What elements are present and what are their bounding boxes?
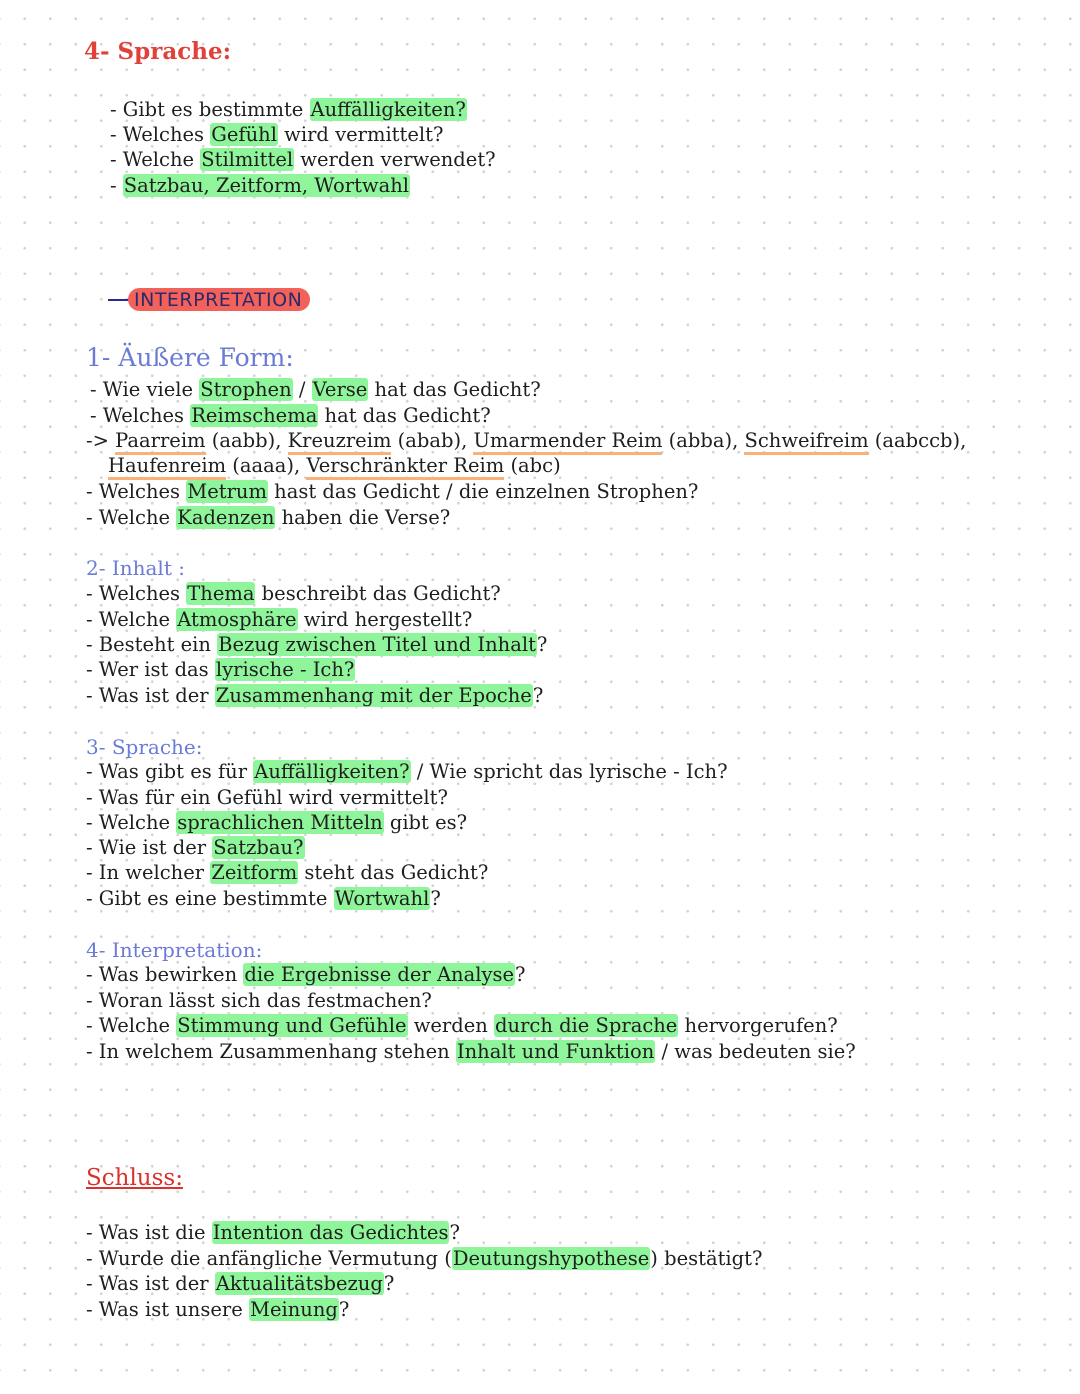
list-item: - Welches Reimschema hat das Gedicht? [90, 404, 491, 427]
underlined-term: Kreuzreim [288, 429, 392, 455]
highlight: Stimmung und Gefühle [177, 1014, 407, 1037]
highlight: Strophen [200, 378, 292, 401]
highlight: Reimschema [191, 404, 318, 427]
list-item: - Wer ist das lyrische - Ich? [86, 658, 355, 681]
list-item: - Wie viele Strophen / Verse hat das Gedicht? [90, 378, 541, 401]
highlight: Wortwahl [334, 887, 430, 910]
highlight: Bezug zwischen Titel und Inhalt [218, 633, 536, 656]
list-item: - Besteht ein Bezug zwischen Titel und Inhalt? [86, 633, 548, 656]
list-item: Haufenreim (aaaa), Verschränkter Reim (abc) [108, 453, 561, 478]
highlight: Auffälligkeiten? [254, 760, 410, 783]
underlined-term: Paarreim [115, 429, 205, 455]
highlight: Atmosphäre [177, 608, 297, 631]
section-heading-sprache: 3- Sprache: [86, 735, 203, 759]
highlight: Satzbau? [213, 836, 304, 859]
underlined-term: Haufenreim [108, 454, 226, 480]
highlight: Deutungshypothese [452, 1247, 650, 1270]
list-item: - Welches Thema beschreibt das Gedicht? [86, 582, 501, 605]
highlight: Gefühl [211, 123, 277, 146]
highlight: Thema [187, 582, 255, 605]
list-item: - Welche Stilmittel werden verwendet? [110, 148, 496, 171]
highlight: Intention das Gedichtes [212, 1221, 449, 1244]
list-item: - Welche Atmosphäre wird hergestellt? [86, 608, 473, 631]
highlight: Verse [312, 378, 368, 401]
list-item: - Welche Stimmung und Gefühle werden durch die Sprache hervorgerufen? [86, 1014, 838, 1037]
list-item: - Gibt es eine bestimmte Wortwahl? [86, 887, 441, 910]
highlight: Meinung [249, 1298, 338, 1321]
list-item: - In welcher Zeitform steht das Gedicht? [86, 861, 489, 884]
list-item: - Was bewirken die Ergebnisse der Analyse? [86, 963, 526, 986]
highlight: Kadenzen [177, 506, 275, 529]
highlight: lyrische - Ich? [215, 658, 355, 681]
list-item: - Wie ist der Satzbau? [86, 836, 304, 859]
highlight: die Ergebnisse der Analyse [244, 963, 515, 986]
list-item: - Welche sprachlichen Mitteln gibt es? [86, 811, 468, 834]
list-item: - Wurde die anfängliche Vermutung (Deutungshypothese) bestätigt? [86, 1247, 763, 1270]
list-item: - Welches Gefühl wird vermittelt? [110, 123, 444, 146]
list-item: - Was gibt es für Auffälligkeiten? / Wie spricht das lyrische - Ich? [86, 760, 728, 783]
interpretation-badge: INTERPRETATION [128, 288, 310, 311]
highlight: Zeitform [211, 861, 298, 884]
highlight: Stilmittel [201, 148, 294, 171]
underlined-term: Schweifreim [744, 429, 868, 455]
highlight: Metrum [187, 480, 267, 503]
highlight: Zusammenhang mit der Epoche [215, 684, 532, 707]
list-item: -> Paarreim (aabb), Kreuzreim (abab), Umarmender Reim (abba), Schweifreim (aabccb), [86, 428, 966, 453]
highlight: durch die Sprache [495, 1014, 678, 1037]
list-item: - Gibt es bestimmte Auffälligkeiten? [110, 98, 466, 121]
highlight: Aktualitätsbezug [215, 1272, 383, 1295]
highlight: sprachlichen Mitteln [177, 811, 383, 834]
list-item: - Was ist der Aktualitätsbezug? [86, 1272, 395, 1295]
list-item: - In welchem Zusammenhang stehen Inhalt und Funktion / was bedeuten sie? [86, 1040, 856, 1063]
section-heading-schluss: Schluss: [86, 1165, 183, 1191]
list-item: - Welches Metrum hast das Gedicht / die einzelnen Strophen? [86, 480, 699, 503]
list-item: - Was für ein Gefühl wird vermittelt? [86, 786, 448, 809]
section-heading-interpretation: 4- Interpretation: [86, 938, 263, 962]
list-item: - Welche Kadenzen haben die Verse? [86, 506, 451, 529]
section-heading-inhalt: 2- Inhalt : [86, 556, 185, 580]
highlight: Auffälligkeiten? [310, 98, 466, 121]
list-item: - Was ist der Zusammenhang mit der Epoche? [86, 684, 544, 707]
list-item: - Was ist die Intention das Gedichtes? [86, 1221, 460, 1244]
section-heading-form: 1- Äußere Form: [86, 343, 294, 372]
list-item: - Woran lässt sich das festmachen? [86, 989, 432, 1012]
list-item: - Satzbau, Zeitform, Wortwahl [110, 174, 410, 197]
highlight: Satzbau, Zeitform, Wortwahl [123, 174, 410, 197]
list-item: - Was ist unsere Meinung? [86, 1298, 350, 1321]
underlined-term: Verschränkter Reim [306, 454, 504, 480]
underlined-term: Umarmender Reim [473, 429, 662, 455]
highlight: Inhalt und Funktion [456, 1040, 655, 1063]
section-heading-sprache-top: 4- Sprache: [84, 38, 232, 65]
